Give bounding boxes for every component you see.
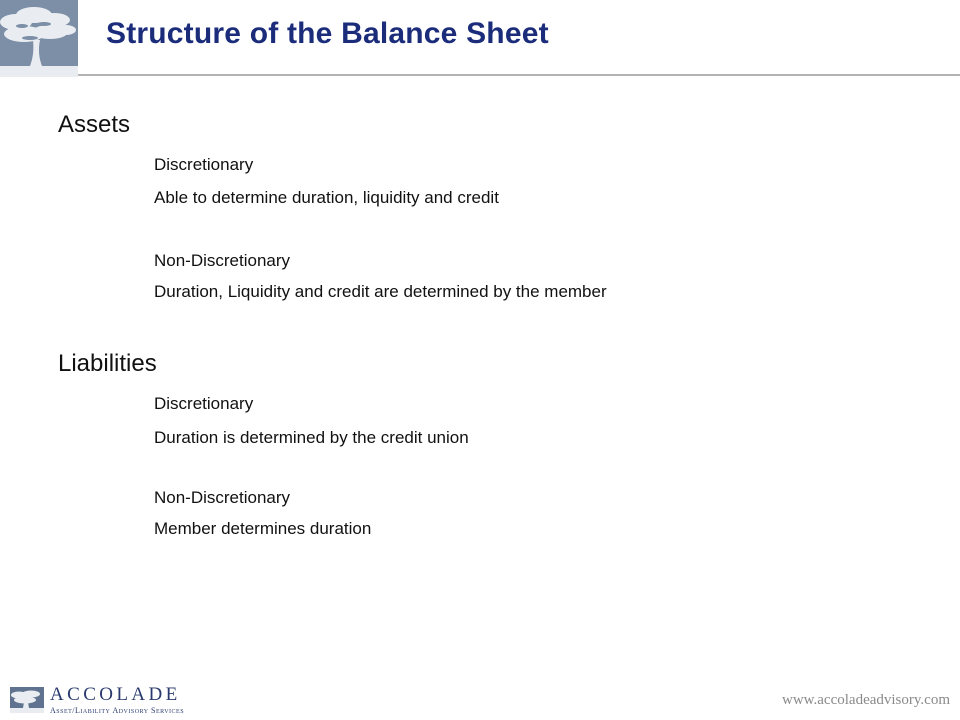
assets-item-discretionary: Discretionary [154, 155, 254, 174]
website-url: www.accoladeadvisory.com [782, 692, 950, 708]
section-heading-assets: Assets [58, 111, 131, 138]
header-divider [78, 74, 960, 76]
footer-brand-logo [10, 684, 190, 718]
assets-item-non-discretionary: Non-Discretionary [154, 251, 291, 270]
liabilities-item-non-discretionary: Non-Discretionary [154, 488, 291, 507]
assets-item-discretionary-detail: Able to determine duration, liquidity and credit [154, 188, 499, 207]
slide-title: Structure of the Balance Sheet [106, 17, 549, 50]
liabilities-item-non-discretionary-detail: Member determines duration [154, 519, 372, 538]
liabilities-item-discretionary-detail: Duration is determined by the credit union [154, 428, 469, 447]
footer-tree-icon [10, 687, 44, 713]
section-heading-liabilities: Liabilities [58, 350, 157, 377]
brand-name: ACCOLADE [50, 684, 181, 705]
liabilities-item-discretionary: Discretionary [154, 394, 254, 413]
header-tree-logo-icon [0, 0, 78, 77]
brand-tagline: Asset/Liability Advisory Services [50, 706, 185, 715]
assets-item-non-discretionary-detail: Duration, Liquidity and credit are determined by the member [154, 282, 607, 301]
